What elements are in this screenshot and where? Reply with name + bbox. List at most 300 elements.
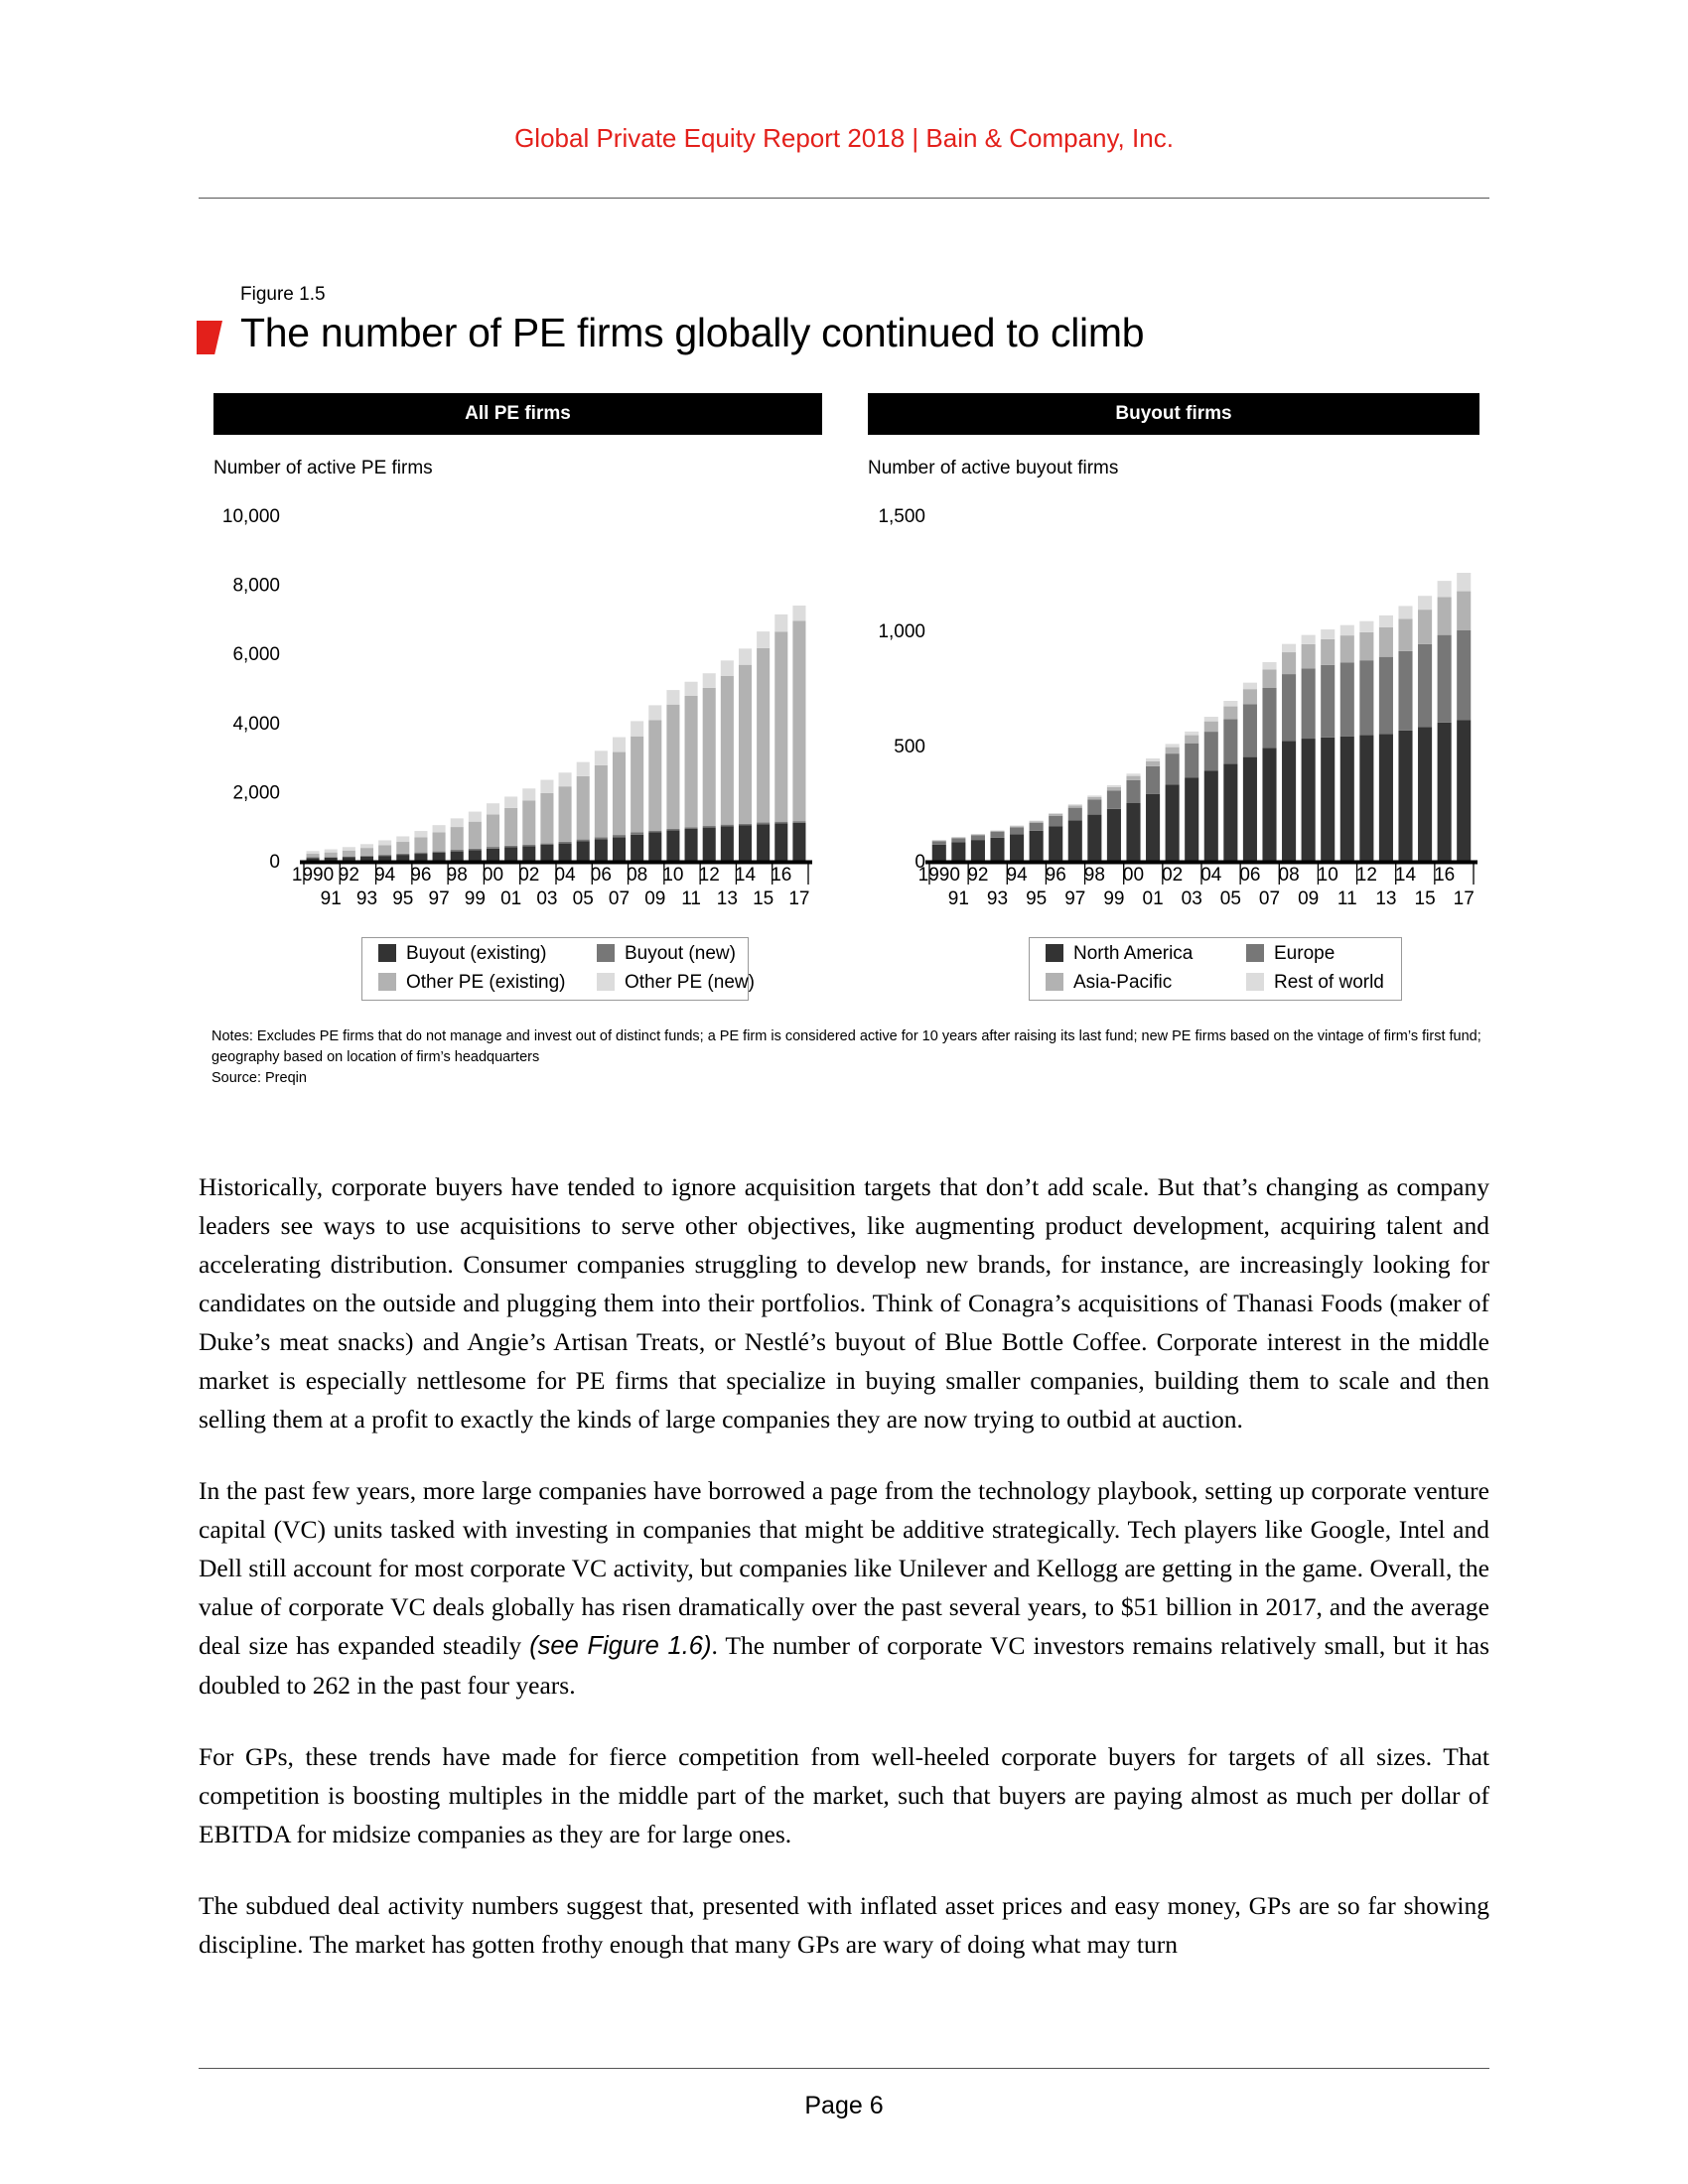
- bar-segment: [1068, 804, 1082, 805]
- bar-segment: [613, 835, 626, 837]
- bar-segment: [1010, 826, 1024, 827]
- bar-segment: [1010, 826, 1024, 827]
- legend-label: Asia-Pacific: [1073, 972, 1173, 993]
- x-tick-label: 91: [320, 888, 342, 909]
- x-tick-label: 09: [1298, 888, 1320, 909]
- x-tick-label: 98: [446, 865, 468, 886]
- bar-segment: [1010, 827, 1024, 834]
- paragraph-4: The subdued deal activity numbers suggest that, presented with inflated asset prices and easy money, GPs are so far showing discipline. The market has gotten frothy enough that many GPs are wary of doing what may turn: [199, 1891, 1489, 1959]
- bar-segment: [721, 676, 734, 825]
- legend-item-other-new: [597, 972, 755, 994]
- x-tick-label: 91: [947, 888, 969, 909]
- x-tick-label: 93: [355, 888, 378, 909]
- bar-segment: [451, 827, 464, 850]
- bar-segment: [757, 824, 770, 861]
- bar-segment: [1302, 739, 1316, 861]
- legend-label: Buyout (existing): [406, 943, 547, 964]
- bar-segment: [739, 648, 752, 664]
- x-tick-label: 08: [627, 865, 648, 886]
- bar-segment: [631, 721, 643, 736]
- x-tick-label: 16: [771, 865, 792, 886]
- bar-segment: [1049, 813, 1062, 814]
- x-tick-label: 17: [1453, 888, 1475, 909]
- y-tick-label: 4,000: [232, 713, 280, 735]
- bar-segment: [577, 776, 590, 840]
- legend-label: Rest of world: [1274, 972, 1384, 993]
- bar-segment: [1438, 635, 1452, 723]
- bar-segment: [1398, 618, 1412, 650]
- x-tick-label: 1990: [917, 865, 960, 886]
- bar-segment: [451, 850, 464, 852]
- x-tick-label: 07: [1258, 888, 1281, 909]
- bar-segment: [1340, 635, 1354, 662]
- bar-segment: [1262, 688, 1276, 748]
- bar-segment: [360, 857, 373, 861]
- bar-segment: [951, 842, 965, 861]
- x-tick-label: 95: [1026, 888, 1048, 909]
- bar-segment: [1049, 826, 1062, 861]
- legend-label: Europe: [1274, 943, 1336, 964]
- legend-item-other-existing: [378, 972, 566, 994]
- bar-segment: [666, 830, 679, 861]
- bar-segment: [414, 831, 427, 837]
- bar-segment: [1126, 773, 1140, 775]
- bar-segment: [648, 705, 661, 720]
- bar-segment: [613, 837, 626, 861]
- bar-segment: [951, 838, 965, 839]
- x-tick-label: 98: [1083, 865, 1105, 886]
- ylabel-buyout: Number of active buyout firms: [868, 458, 1119, 478]
- legend-swatch: [378, 944, 396, 962]
- x-tick-label: 04: [554, 865, 576, 886]
- bar-segment: [577, 762, 590, 776]
- legend-label: North America: [1073, 943, 1194, 964]
- bar-segment: [1223, 764, 1237, 861]
- legend-item-buyout-new: [597, 943, 736, 965]
- paragraph-2: [199, 1471, 1489, 1705]
- bar-segment: [792, 821, 805, 823]
- bar-segment: [595, 765, 608, 837]
- x-tick-label: 02: [1162, 865, 1184, 886]
- panel-header-buyout: Buyout firms: [868, 393, 1479, 435]
- x-tick-label: 12: [1355, 865, 1377, 886]
- bar-segment: [703, 828, 716, 861]
- bar-segment: [1166, 784, 1180, 861]
- bar-segment: [414, 854, 427, 861]
- bar-segment: [1457, 720, 1471, 861]
- bar-segment: [739, 826, 752, 861]
- bar-segment: [1166, 744, 1180, 747]
- bar-segment: [451, 818, 464, 827]
- bar-segment: [721, 660, 734, 676]
- legend-all-pe: [361, 937, 755, 1001]
- bar-segment: [1126, 803, 1140, 861]
- bar-segment: [1185, 744, 1198, 778]
- x-tick-label: 94: [1006, 865, 1028, 886]
- bar-segment: [469, 850, 482, 861]
- y-tick-label: 1,500: [878, 506, 925, 527]
- bar-segment: [721, 825, 734, 827]
- bar-segment: [1223, 707, 1237, 720]
- bar-segment: [932, 845, 946, 861]
- bar-segment: [1030, 821, 1044, 822]
- bar-segment: [1359, 660, 1373, 735]
- bar-segment: [414, 853, 427, 854]
- bar-segment: [792, 620, 805, 821]
- bar-segment: [1087, 795, 1101, 796]
- bar-segment: [685, 682, 698, 696]
- bar-segment: [577, 842, 590, 861]
- bar-segment: [433, 832, 446, 851]
- bar-segment: [307, 858, 320, 859]
- bar-segment: [1340, 737, 1354, 861]
- bar-segment: [1223, 701, 1237, 707]
- bar-segment: [1340, 662, 1354, 736]
- bar-segment: [932, 841, 946, 844]
- bar-segment: [648, 831, 661, 833]
- bar-segment: [1185, 732, 1198, 736]
- y-tick-label: 10,000: [221, 506, 280, 527]
- bar-segment: [951, 838, 965, 842]
- bar-segment: [1262, 662, 1276, 669]
- figure-label: Figure 1.5: [240, 284, 326, 305]
- bar-segment: [990, 838, 1004, 861]
- bar-segment: [1321, 665, 1335, 738]
- bar-segment: [1359, 621, 1373, 632]
- bar-segment: [1146, 758, 1160, 761]
- bar-segment: [613, 752, 626, 836]
- x-tick-label: 03: [536, 888, 558, 909]
- x-tick-label: 95: [392, 888, 414, 909]
- bar-segment: [1243, 689, 1257, 704]
- chart-buyout-firms: [854, 484, 1489, 921]
- bar-segment: [1457, 592, 1471, 630]
- bar-segment: [1418, 644, 1432, 728]
- bar-segment: [1107, 785, 1121, 787]
- x-tick-label: 03: [1181, 888, 1202, 909]
- bar-segment: [1243, 757, 1257, 861]
- bar-segment: [1321, 639, 1335, 665]
- bar-segment: [1282, 741, 1296, 861]
- bar-segment: [721, 826, 734, 861]
- bar-segment: [469, 812, 482, 822]
- bar-segment: [685, 827, 698, 828]
- bar-segment: [1359, 632, 1373, 660]
- x-tick-label: 97: [1064, 888, 1086, 909]
- x-tick-label: 14: [1394, 865, 1417, 886]
- bar-segment: [1166, 753, 1180, 784]
- legend-swatch: [1246, 944, 1264, 962]
- x-tick-label: 04: [1200, 865, 1222, 886]
- x-tick-label: 13: [1375, 888, 1397, 909]
- legend-item-buyout-existing: [378, 943, 547, 965]
- chart-all-pe-firms: [199, 484, 834, 921]
- bar-segment: [487, 814, 499, 847]
- bar-segment: [1223, 719, 1237, 763]
- legend-item-rest-of-world: [1246, 972, 1384, 994]
- x-tick-label: 10: [1317, 865, 1338, 886]
- x-tick-label: 01: [1142, 888, 1164, 909]
- bar-segment: [1457, 630, 1471, 720]
- bar-segment: [1282, 674, 1296, 741]
- bar-segment: [343, 851, 355, 857]
- paragraph-3: For GPs, these trends have made for fierce competition from well-heeled corporate buyers for targets of all sizes. That competition is boosting multiples in the middle part of the market, such that buyers are paying almost as much per dollar of EBITDA for midsize companies as they are for large ones.: [199, 1742, 1489, 1848]
- bar-segment: [559, 786, 572, 842]
- bar-segment: [504, 808, 517, 846]
- x-tick-label: 1990: [291, 865, 335, 886]
- x-tick-label: 05: [1219, 888, 1241, 909]
- page-number: Page 6: [804, 2092, 884, 2119]
- bar-segment: [1107, 809, 1121, 861]
- legend-swatch: [378, 973, 396, 991]
- bar-segment: [540, 844, 553, 845]
- x-tick-label: 99: [464, 888, 486, 909]
- bar-segment: [757, 823, 770, 825]
- bar-segment: [1321, 629, 1335, 639]
- bar-segment: [648, 832, 661, 861]
- bar-segment: [396, 842, 409, 854]
- bar-segment: [1068, 805, 1082, 807]
- bar-segment: [648, 720, 661, 830]
- x-tick-label: 92: [967, 865, 989, 886]
- x-tick-label: 99: [1103, 888, 1125, 909]
- bar-segment: [343, 857, 355, 858]
- legend-swatch: [1046, 944, 1063, 962]
- bar-segment: [739, 665, 752, 824]
- bar-segment: [932, 841, 946, 842]
- legend-swatch: [1246, 973, 1264, 991]
- bar-segment: [1379, 615, 1393, 627]
- bar-segment: [774, 823, 787, 861]
- x-tick-label: 17: [788, 888, 810, 909]
- ylabel-all-pe: Number of active PE firms: [213, 458, 433, 478]
- bar-segment: [666, 705, 679, 829]
- bar-segment: [1379, 657, 1393, 735]
- bar-segment: [559, 842, 572, 844]
- y-tick-label: 8,000: [232, 575, 280, 597]
- bar-segment: [1185, 736, 1198, 744]
- bar-segment: [1107, 790, 1121, 809]
- bar-segment: [1087, 800, 1101, 815]
- bar-segment: [1068, 808, 1082, 821]
- bar-segment: [1379, 734, 1393, 861]
- bar-segment: [792, 823, 805, 861]
- bar-segment: [522, 788, 535, 800]
- bar-segment: [774, 631, 787, 821]
- bar-segment: [685, 696, 698, 827]
- figure-notes: [211, 1026, 1492, 1089]
- bar-segment: [595, 839, 608, 861]
- bar-segment: [1107, 787, 1121, 790]
- figure-reference-link[interactable]: (see Figure 1.6): [529, 1632, 712, 1660]
- legend-swatch: [597, 973, 615, 991]
- legend-swatch: [597, 944, 615, 962]
- bar-segment: [577, 840, 590, 842]
- bar-segment: [1340, 625, 1354, 635]
- bar-segment: [1457, 573, 1471, 592]
- bar-segment: [1126, 776, 1140, 780]
- y-tick-label: 6,000: [232, 644, 280, 666]
- bar-segment: [522, 800, 535, 845]
- bar-segment: [1068, 820, 1082, 861]
- paragraph-1: Historically, corporate buyers have tended to ignore acquisition targets that don’t add scale. But that’s changing as company leaders see ways to use acquisitions to serve other objectives, like augmenting product development, acquiring talent and accelerating distribution. Consumer companies struggling to develop new brands, for instance, are increasingly looking for candidates on the outside and plugging them into their portfolios. Think of Conagra’s acquisitions of Thanasi Foods (maker of Duke’s meat snacks) and Angie’s Artisan Treats, or Nestlé’s buyout of Blue Bottle Coffee. Corporate interest in the middle market is especially nettlesome for PE firms that specialize in buying smaller companies, building them to scale and then selling them at a profit to exactly the kinds of large companies they are now trying to outbid at auction.: [199, 1172, 1489, 1433]
- bar-segment: [1302, 635, 1316, 644]
- bar-segment: [1418, 596, 1432, 610]
- bar-segment: [522, 845, 535, 846]
- bar-segment: [1204, 722, 1218, 732]
- bar-segment: [1262, 669, 1276, 688]
- legend-item-asia-pacific: [1046, 972, 1172, 994]
- bar-segment: [487, 849, 499, 861]
- bar-segment: [451, 852, 464, 861]
- paragraph-2-text-a: In the past few years, more large companies have borrowed a page from the technology playbook, setting up corporate venture capital (VC) units tasked with investing in companies that might be additive strategically. Tech players like Google, Intel and Dell still account for most corporate VC activity, but companies like Unilever and Kellogg are getting in the game. Overall, the value of corporate VC deals globally has risen dramatically over the past several years, to $51 billion in 2017, and the average deal size has expanded steadily: [199, 1476, 1489, 1660]
- legend-swatch: [1046, 973, 1063, 991]
- legend-label: Other PE (existing): [406, 972, 566, 993]
- bar-segment: [1087, 815, 1101, 861]
- bar-segment: [1398, 606, 1412, 618]
- x-tick-label: 96: [1045, 865, 1066, 886]
- bar-segment: [1166, 748, 1180, 753]
- x-tick-label: 93: [986, 888, 1009, 909]
- bar-segment: [378, 840, 391, 845]
- x-tick-label: 10: [662, 865, 684, 886]
- bar-segment: [469, 822, 482, 849]
- bar-segment: [504, 846, 517, 848]
- bar-segment: [307, 851, 320, 854]
- bar-segment: [1302, 644, 1316, 668]
- y-tick-label: 1,000: [878, 621, 925, 642]
- bar-segment: [1418, 610, 1432, 644]
- bar-segment: [487, 847, 499, 849]
- bar-segment: [1204, 732, 1218, 770]
- figure-marker-icon: [197, 321, 222, 354]
- bar-segment: [595, 751, 608, 765]
- x-tick-label: 13: [716, 888, 738, 909]
- bar-segment: [666, 690, 679, 705]
- body-text: [199, 1167, 1489, 1996]
- bar-segment: [595, 837, 608, 839]
- x-tick-label: 16: [1434, 865, 1456, 886]
- bar-segment: [522, 846, 535, 861]
- bar-segment: [631, 835, 643, 861]
- source-text: Source: Preqin: [211, 1070, 307, 1086]
- bar-segment: [559, 844, 572, 861]
- bar-segment: [540, 845, 553, 861]
- x-tick-label: 08: [1278, 865, 1300, 886]
- bar-segment: [433, 852, 446, 853]
- legend-buyout: [1029, 937, 1402, 1001]
- bar-segment: [757, 631, 770, 648]
- bar-segment: [343, 858, 355, 861]
- x-tick-label: 92: [338, 865, 359, 886]
- bar-segment: [1243, 704, 1257, 756]
- bar-segment: [1204, 717, 1218, 722]
- legend-label: Buyout (new): [625, 943, 736, 964]
- legend-item-europe: [1246, 943, 1335, 965]
- x-tick-label: 00: [482, 865, 504, 886]
- bar-segment: [774, 614, 787, 631]
- bar-segment: [631, 832, 643, 834]
- bar-segment: [325, 853, 338, 858]
- bar-segment: [1262, 748, 1276, 861]
- bar-segment: [487, 803, 499, 814]
- x-tick-label: 11: [1336, 888, 1357, 909]
- bar-segment: [469, 849, 482, 850]
- bar-segment: [1146, 766, 1160, 794]
- x-tick-label: 15: [1414, 888, 1436, 909]
- x-tick-label: 05: [572, 888, 594, 909]
- bar-segment: [1146, 761, 1160, 766]
- bar-segment: [1010, 834, 1024, 861]
- bar-segment: [1087, 797, 1101, 800]
- bar-segment: [1438, 597, 1452, 634]
- bar-segment: [1302, 668, 1316, 739]
- x-tick-label: 09: [644, 888, 666, 909]
- bar-segment: [1030, 831, 1044, 861]
- bar-segment: [703, 826, 716, 828]
- bar-segment: [971, 835, 985, 836]
- x-tick-label: 01: [500, 888, 522, 909]
- bar-segment: [396, 836, 409, 842]
- bar-segment: [325, 857, 338, 858]
- bar-segment: [613, 738, 626, 752]
- bar-segment: [774, 822, 787, 824]
- bar-segment: [1398, 651, 1412, 731]
- bar-segment: [1185, 777, 1198, 861]
- x-tick-label: 97: [428, 888, 450, 909]
- bar-segment: [1243, 683, 1257, 689]
- bar-segment: [792, 606, 805, 620]
- bar-segment: [990, 831, 1004, 832]
- bar-segment: [990, 832, 1004, 838]
- y-tick-label: 0: [914, 852, 925, 873]
- panel-header-all-pe: All PE firms: [213, 393, 822, 435]
- y-tick-label: 0: [269, 852, 280, 873]
- bar-segment: [360, 856, 373, 857]
- bar-segment: [433, 825, 446, 832]
- bar-segment: [666, 829, 679, 830]
- x-tick-label: 00: [1122, 865, 1145, 886]
- bar-segment: [540, 793, 553, 844]
- header-divider: [199, 198, 1489, 199]
- bar-segment: [378, 855, 391, 856]
- bar-segment: [1321, 738, 1335, 861]
- bar-segment: [1438, 723, 1452, 861]
- bar-segment: [971, 835, 985, 840]
- x-tick-label: 02: [518, 865, 540, 886]
- x-tick-label: 11: [681, 888, 701, 909]
- bar-segment: [504, 796, 517, 807]
- bar-segment: [1049, 814, 1062, 816]
- bar-segment: [378, 845, 391, 855]
- bar-segment: [1049, 816, 1062, 826]
- notes-text: Notes: Excludes PE firms that do not manage and invest out of distinct funds; a PE firm is considered active for 10 years after raising its last fund; new PE firms based on the vintage of firm’s first fund; geography based on location of firm’s headquarters: [211, 1028, 1481, 1065]
- footer-divider: [199, 2068, 1489, 2069]
- bar-segment: [631, 737, 643, 833]
- x-tick-label: 06: [1239, 865, 1261, 886]
- bar-segment: [540, 780, 553, 793]
- bar-segment: [396, 855, 409, 861]
- bar-segment: [757, 648, 770, 823]
- bar-segment: [703, 673, 716, 688]
- bar-segment: [504, 847, 517, 861]
- bar-segment: [1204, 771, 1218, 861]
- bar-segment: [1398, 731, 1412, 861]
- bar-segment: [396, 854, 409, 855]
- x-tick-label: 06: [590, 865, 612, 886]
- x-tick-label: 14: [734, 865, 757, 886]
- bar-segment: [343, 847, 355, 850]
